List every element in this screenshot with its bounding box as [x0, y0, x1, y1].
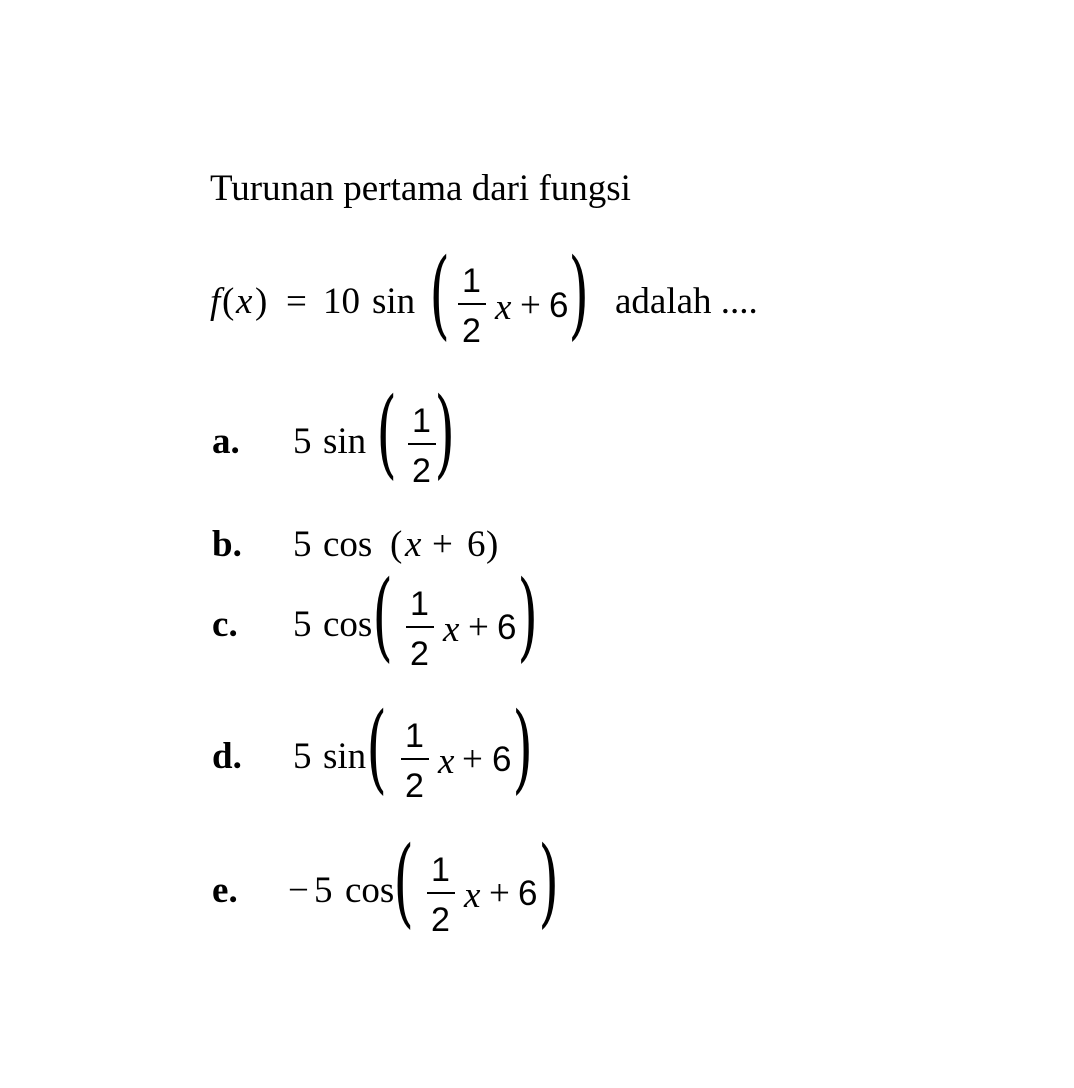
- coefficient: 5: [293, 736, 312, 777]
- big-close-paren: ): [517, 560, 539, 672]
- close-paren: ): [486, 524, 499, 565]
- trig-function: cos: [323, 524, 373, 565]
- fraction-bar: [408, 443, 436, 445]
- option-label: c.: [212, 604, 238, 645]
- fraction-bar: [458, 303, 486, 305]
- fraction-bar: [406, 626, 434, 628]
- plus-sign: +: [468, 607, 489, 648]
- option-label: a.: [212, 421, 240, 462]
- variable-x: x: [495, 287, 512, 328]
- big-close-paren: ): [568, 238, 590, 350]
- big-close-paren: ): [512, 692, 534, 804]
- trig-function: sin: [323, 421, 367, 462]
- fraction-numerator: 1: [405, 717, 424, 755]
- open-paren: (: [390, 524, 403, 565]
- plus-sign: +: [432, 524, 453, 565]
- close-paren: ): [255, 281, 268, 322]
- fraction-numerator: 1: [412, 402, 431, 440]
- fraction-denominator: 2: [410, 635, 429, 673]
- big-open-paren: (: [372, 560, 394, 672]
- fraction-numerator: 1: [410, 585, 429, 623]
- fraction-numerator: 1: [431, 851, 450, 889]
- constant: 6: [518, 874, 538, 913]
- equals-sign: =: [286, 281, 307, 322]
- coefficient: 5: [293, 604, 312, 645]
- trig-function: cos: [345, 870, 395, 911]
- variable-x: x: [236, 281, 253, 322]
- big-open-paren: (: [366, 692, 388, 804]
- function-name: f: [210, 281, 221, 322]
- big-close-paren: ): [538, 826, 560, 938]
- constant: 6: [492, 740, 512, 779]
- question-text: Turunan pertama dari fungsi: [210, 168, 631, 209]
- constant: 6: [549, 286, 569, 325]
- variable-x: x: [464, 875, 481, 916]
- fraction-denominator: 2: [412, 452, 431, 490]
- big-open-paren: (: [376, 377, 398, 489]
- variable-x: x: [405, 524, 422, 565]
- trig-function: cos: [323, 604, 373, 645]
- trig-function: sin: [372, 281, 416, 322]
- option-label: d.: [212, 736, 242, 777]
- big-open-paren: (: [393, 826, 415, 938]
- constant: 6: [467, 524, 486, 565]
- constant: 6: [497, 608, 517, 647]
- fraction-denominator: 2: [405, 767, 424, 805]
- big-open-paren: (: [429, 238, 451, 350]
- open-paren: (: [222, 281, 235, 322]
- option-label: e.: [212, 870, 238, 911]
- question-suffix: adalah ....: [615, 281, 758, 322]
- fraction-bar: [401, 758, 429, 760]
- plus-sign: +: [462, 739, 483, 780]
- fraction-numerator: 1: [462, 262, 481, 300]
- big-close-paren: ): [434, 377, 456, 489]
- fraction-denominator: 2: [431, 901, 450, 939]
- plus-sign: +: [520, 285, 541, 326]
- coefficient: 5: [293, 524, 312, 565]
- variable-x: x: [438, 741, 455, 782]
- coefficient: 5: [314, 870, 333, 911]
- fraction-bar: [427, 892, 455, 894]
- option-label: b.: [212, 524, 242, 565]
- fraction-denominator: 2: [462, 312, 481, 350]
- coefficient: 10: [323, 281, 360, 322]
- plus-sign: +: [489, 873, 510, 914]
- variable-x: x: [443, 609, 460, 650]
- coefficient: 5: [293, 421, 312, 462]
- minus-sign: −: [288, 870, 309, 911]
- trig-function: sin: [323, 736, 367, 777]
